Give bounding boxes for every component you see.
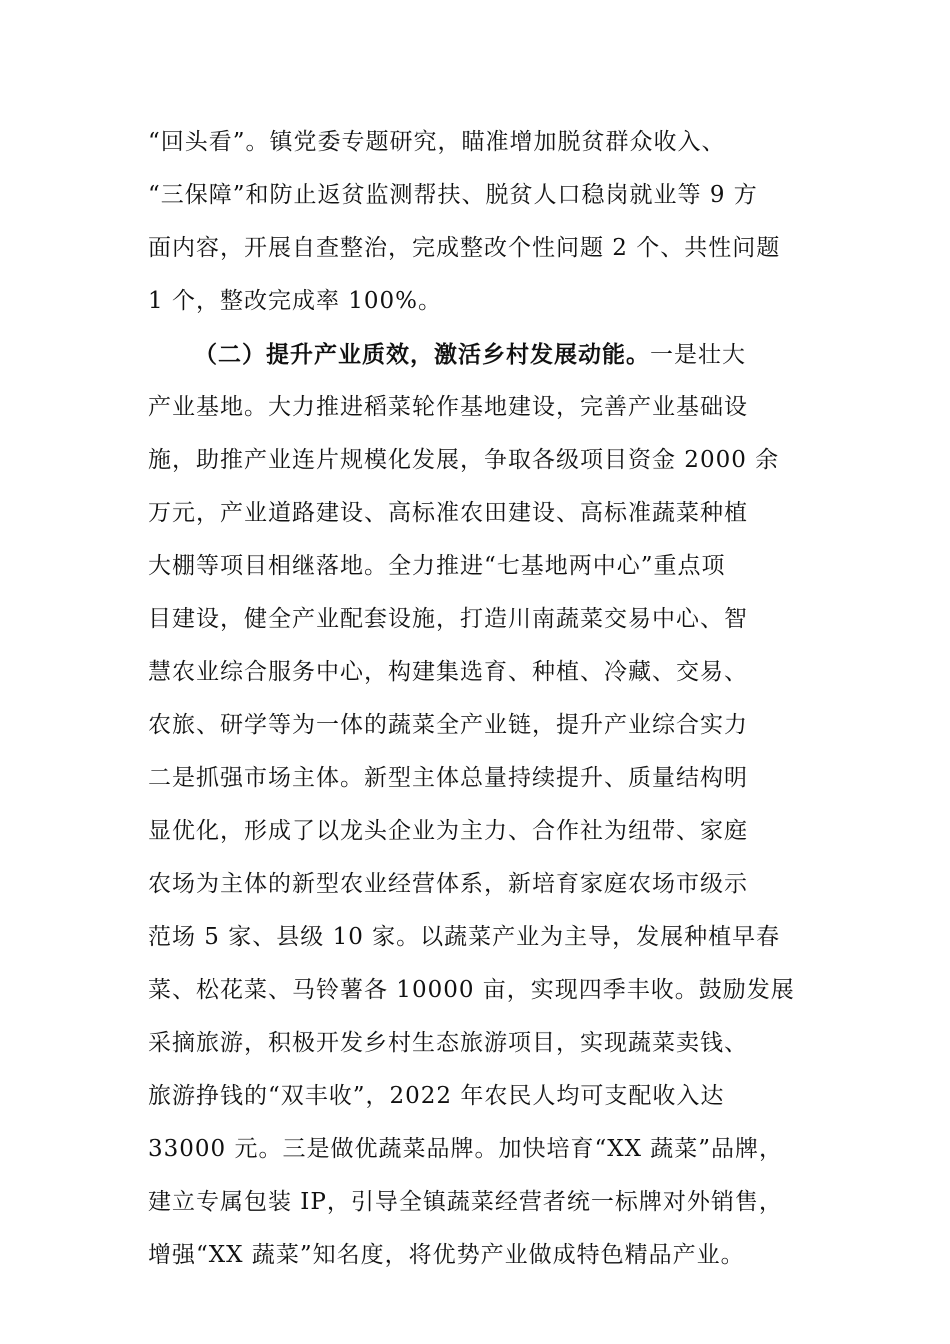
text-line: 旅游挣钱的“双丰收”，2022 年农民人均可支配收入达 (148, 1083, 725, 1109)
text-line: 面内容，开展自查整治，完成整改个性问题 2 个、共性问题 (148, 235, 781, 261)
text-fragment: 一是壮大 (650, 342, 746, 368)
text-line: 范场 5 家、县级 10 家。以蔬菜产业为主导，发展种植早春 (148, 924, 781, 950)
text-line: 农场为主体的新型农业经营体系，新培育家庭农场市级示 (148, 871, 748, 897)
text-line: 产业基地。大力推进稻菜轮作基地建设，完善产业基础设 (148, 394, 748, 420)
body-text (148, 116, 828, 1282)
text-line: 二是抓强市场主体。新型主体总量持续提升、质量结构明 (148, 765, 748, 791)
text-line: 采摘旅游，积极开发乡村生态旅游项目，实现蔬菜卖钱、 (148, 1030, 748, 1056)
text-line: 目建设，健全产业配套设施，打造川南蔬菜交易中心、智 (148, 606, 748, 632)
text-line: 建立专属包装 IP，引导全镇蔬菜经营者统一标牌对外销售， (148, 1189, 783, 1215)
text-line: 农旅、研学等为一体的蔬菜全产业链，提升产业综合实力 (148, 712, 748, 738)
text-line: 33000 元。三是做优蔬菜品牌。加快培育“XX 蔬菜”品牌， (148, 1136, 784, 1162)
text-line: 1 个，整改完成率 100%。 (148, 288, 443, 314)
text-line: 万元，产业道路建设、高标准农田建设、高标准蔬菜种植 (148, 500, 748, 526)
text-line: 菜、松花菜、马铃薯各 10000 亩，实现四季丰收。鼓励发展 (148, 977, 795, 1003)
text-line: 增强“XX 蔬菜”知名度，将优势产业做成特色精品产业。 (148, 1242, 745, 1268)
text-line: 施，助推产业连片规模化发展，争取各级项目资金 2000 余 (148, 447, 780, 473)
text-line: 大棚等项目相继落地。全力推进“七基地两中心”重点项 (148, 553, 726, 579)
text-line: “三保障”和防止返贫监测帮扶、脱贫人口稳岗就业等 9 方 (148, 182, 758, 208)
section-heading: （二）提升产业质效，激活乡村发展动能。 (194, 341, 650, 368)
section-heading-line (148, 328, 828, 381)
text-line: “回头看”。镇党委专题研究，瞄准增加脱贫群众收入、 (148, 129, 726, 155)
text-line: 慧农业综合服务中心，构建集选育、种植、冷藏、交易、 (148, 659, 748, 685)
text-line: 显优化，形成了以龙头企业为主力、合作社为纽带、家庭 (148, 818, 748, 844)
